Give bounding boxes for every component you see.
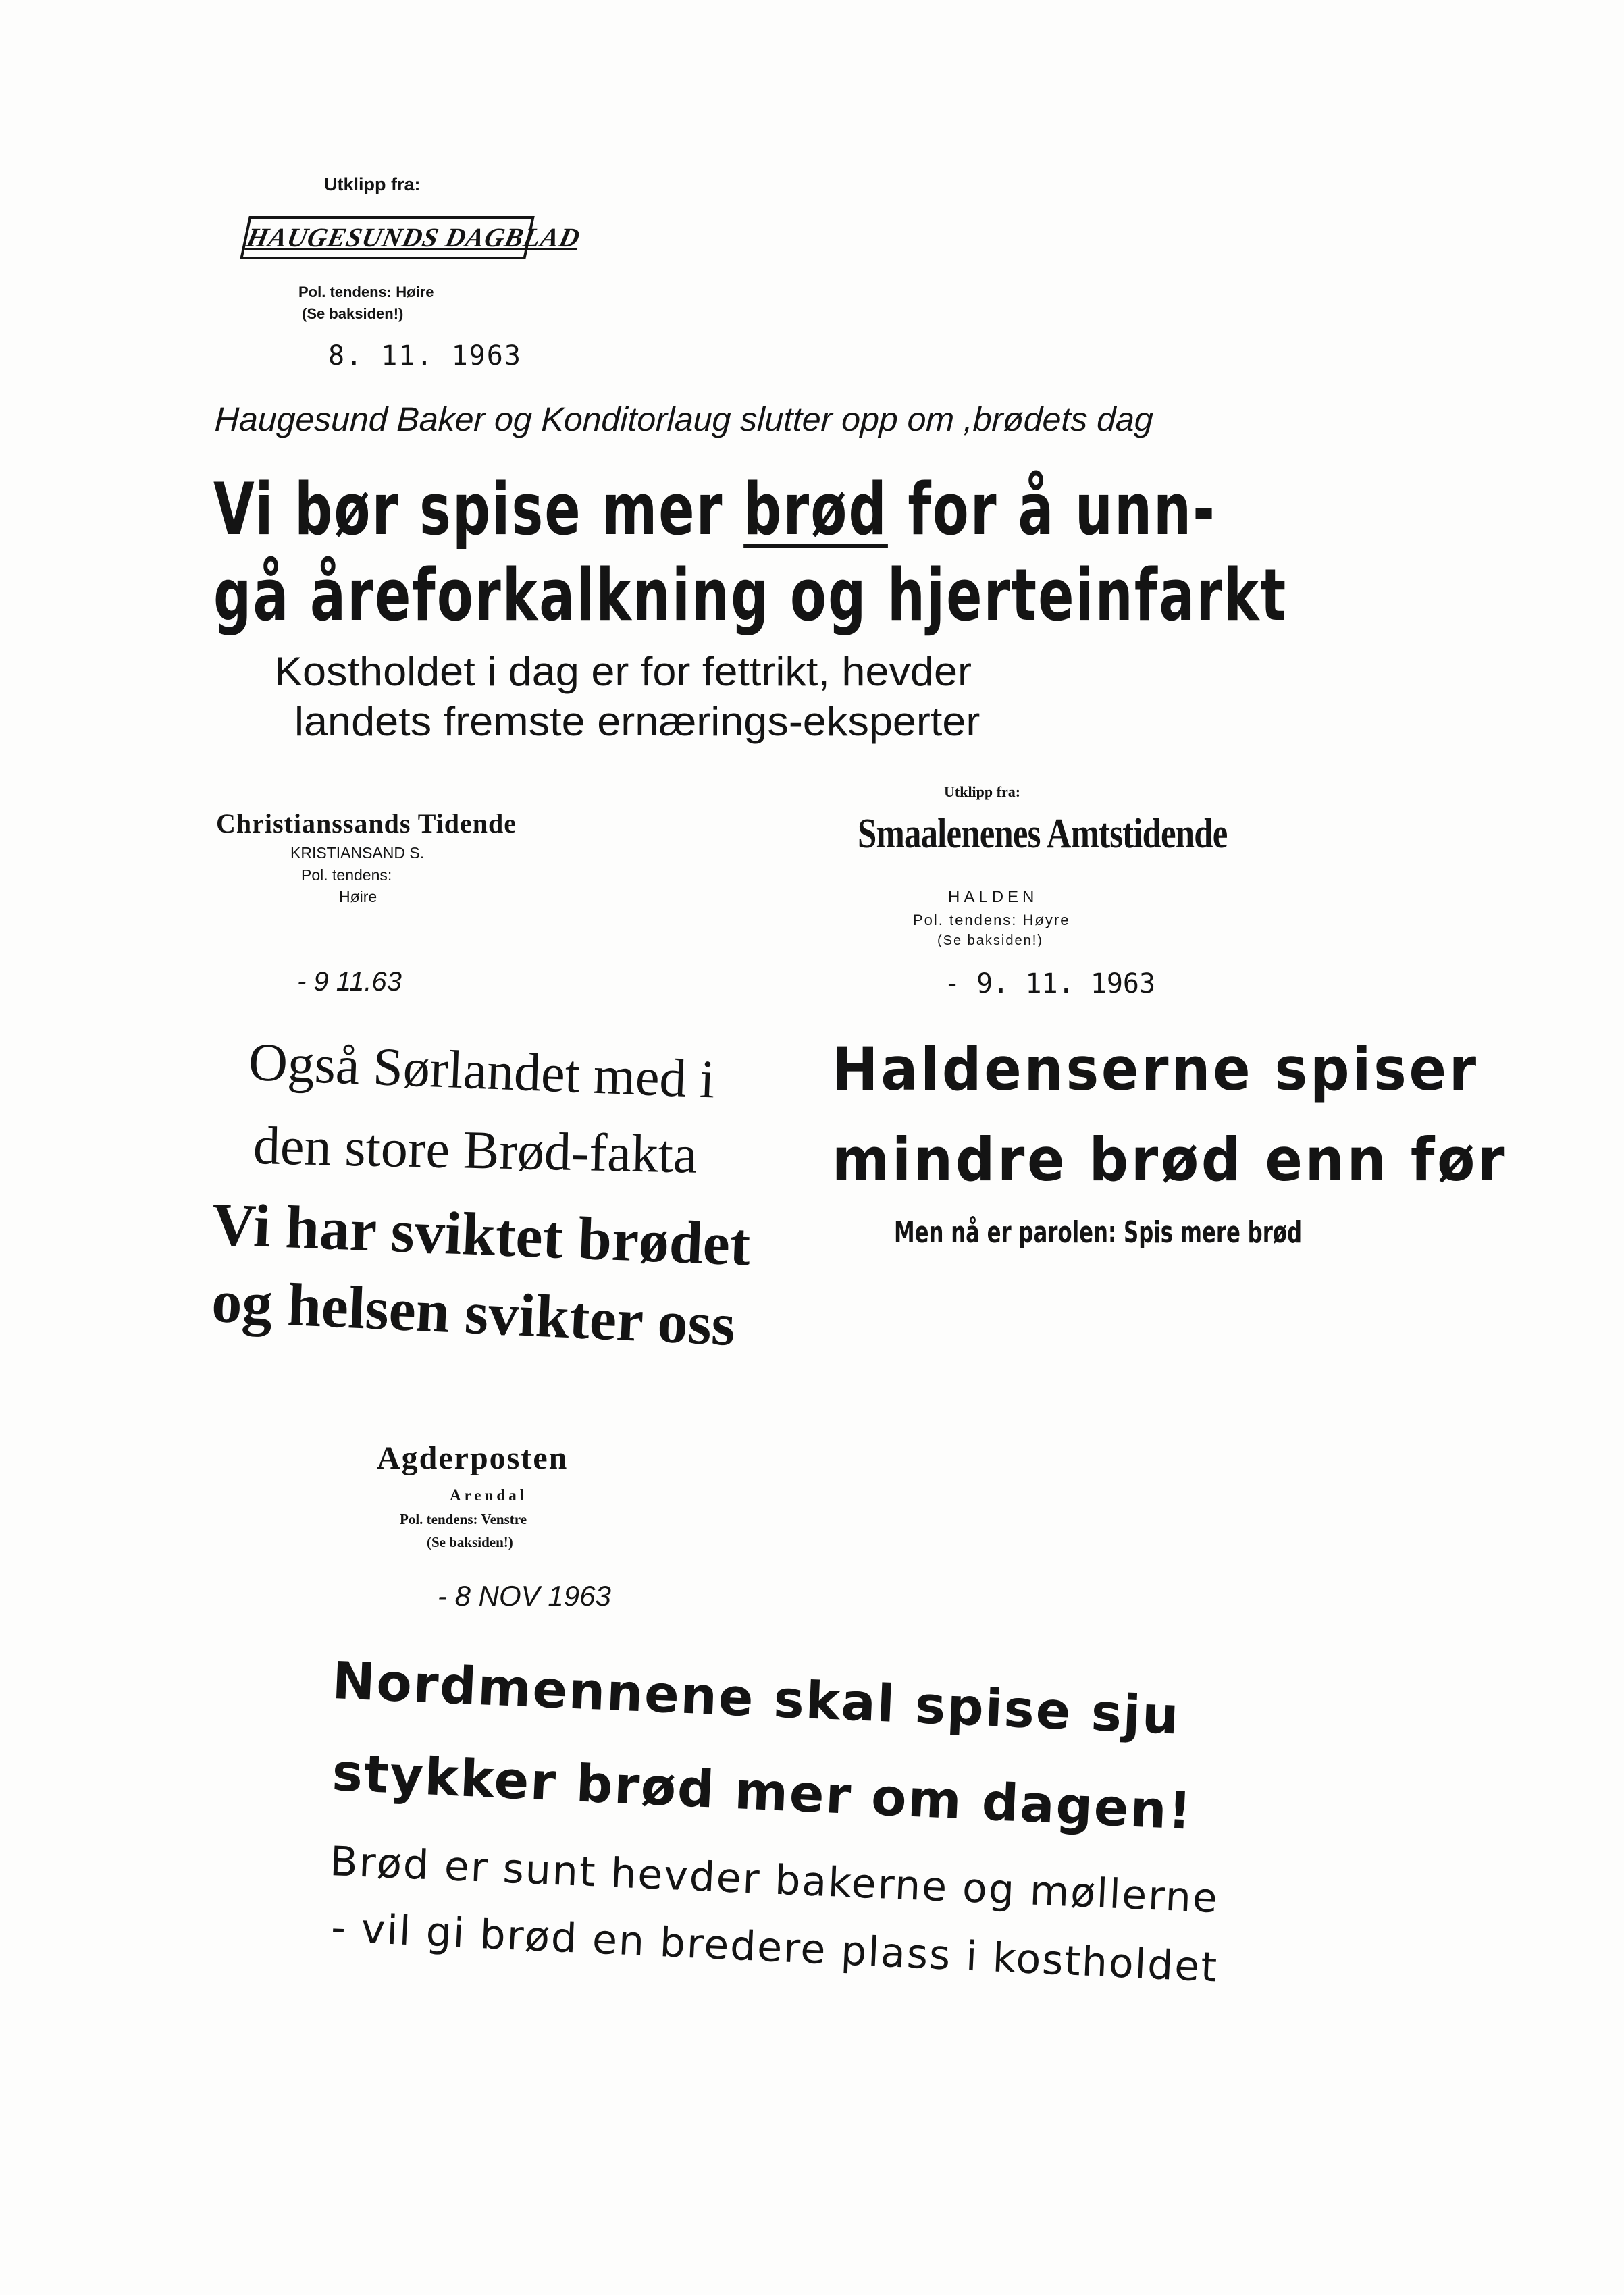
clip2-city: KRISTIANSAND S. (290, 844, 425, 862)
clip3-headline-line2: mindre brød enn før (832, 1125, 1508, 1194)
clip1-headline-underlined-word: brød (743, 468, 888, 551)
clip3-headline-line1: Haldenserne spiser (832, 1034, 1479, 1104)
clip1-kicker: Haugesund Baker og Konditorlaug slutter opp om ,brødets dag (214, 400, 1154, 438)
clip3-label: Utklipp fra: (944, 783, 1021, 800)
clip1-subheadline-line1: Kostholdet i dag er for fettrikt, hevder (274, 649, 972, 694)
clip2-headline-line2: den store Brød-fakta (253, 1115, 698, 1185)
clip4-newspaper-logo: Agderposten (377, 1440, 569, 1476)
clip4-subheadline-line1: Brød er sunt hevder bakerne og møllerne (329, 1838, 1220, 1923)
clip2-political-tendency-label: Pol. tendens: (301, 866, 392, 884)
clip1-newspaper-name: HAUGESUNDS DAGBLAD (244, 222, 583, 253)
clip3-political-tendency: Pol. tendens: Høyre (913, 912, 1070, 928)
clip1-date: 8. 11. 1963 (328, 340, 522, 371)
clip1-headline-line2: gå åreforkalkning og hjerteinfarkt (213, 554, 1288, 637)
clip3-see-reverse-note: (Se baksiden!) (937, 933, 1043, 948)
clip3-city: HALDEN (948, 888, 1039, 906)
clip4-city: Arendal (450, 1487, 528, 1504)
clip4-date: - 8 NOV 1963 (438, 1580, 611, 1612)
clip1-see-reverse-note: (Se baksiden!) (302, 305, 404, 322)
clip1-political-tendency: Pol. tendens: Høire (298, 284, 434, 300)
clip2-date: - 9 11.63 (297, 967, 402, 997)
clip3-subheadline: Men nå er parolen: Spis mere brød (894, 1215, 1303, 1250)
clip1-headline-line1 (213, 468, 1216, 551)
clip2-headline-line1: Også Sørlandet med i (247, 1032, 716, 1110)
clip2-headline-line4: og helsen svikter oss (210, 1267, 737, 1359)
clip1-newspaper-logo (240, 216, 583, 259)
clip2-headline-line3: Vi har sviktet brødet (211, 1190, 752, 1279)
clip2-political-tendency-value: Høire (339, 888, 377, 905)
clip4-headline-line2: stykker brød mer om dagen! (330, 1742, 1195, 1841)
clip1-headline-part-b: for å unn- (887, 468, 1216, 551)
clip2-newspaper-logo: Christianssands Tidende (216, 808, 517, 839)
clip1-headline-part-a: Vi bør spise mer (213, 468, 744, 551)
clip3-date: - 9. 11. 1963 (944, 968, 1156, 999)
clip4-see-reverse-note: (Se baksiden!) (427, 1534, 513, 1550)
clip4-political-tendency: Pol. tendens: Venstre (400, 1511, 527, 1527)
clip1-subheadline-line2: landets fremste ernærings-eksperter (294, 699, 980, 744)
clip3-newspaper-logo: Smaalenenes Amtstidende (858, 811, 1228, 857)
clip1-label: Utklipp fra: (324, 174, 421, 194)
clip4-headline-line1: Nordmennene skal spise sju (331, 1650, 1182, 1746)
clip4-subheadline-line2: - vil gi brød en bredere plass i kostholdet (330, 1904, 1220, 1992)
